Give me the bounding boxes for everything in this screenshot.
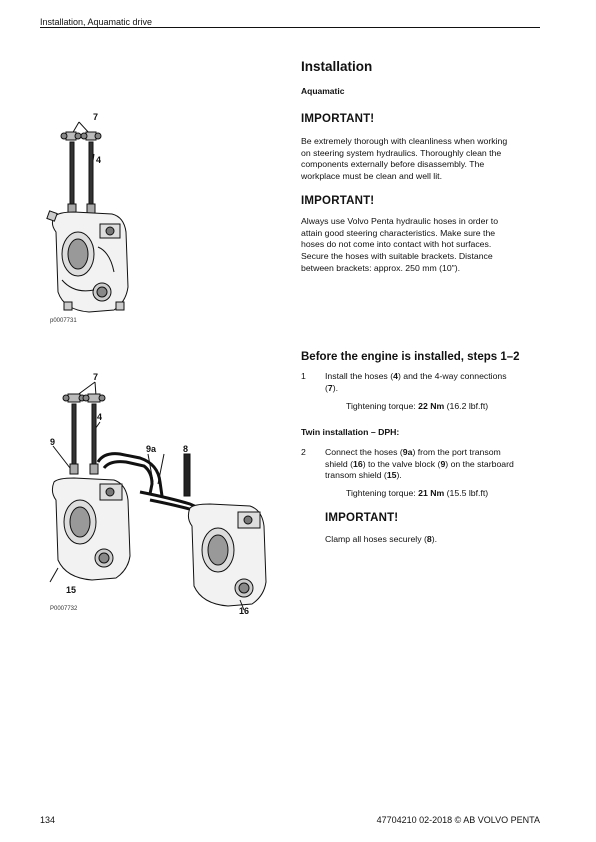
twin-installation-heading: Twin installation – DPH: — [301, 427, 400, 437]
callout-4: 4 — [97, 412, 103, 422]
figure-1-code: p0007731 — [50, 318, 77, 324]
text-line: between brackets: approx. 250 mm (10"). — [301, 262, 461, 273]
callout-9: 9 — [50, 437, 56, 447]
step-1-text: Install the hoses (4) and the 4-way connections (7). — [325, 371, 507, 393]
page-number: 134 — [40, 815, 56, 825]
text-line: workplace must be clean and well lit. — [301, 171, 442, 182]
text-line: components externally before disassembly. The — [301, 159, 485, 170]
text-line: attain good steering characteristics. Make sure the — [301, 227, 496, 238]
callout-8: 8 — [183, 444, 189, 454]
figure-1-illustration — [44, 112, 134, 322]
document-reference: 47704210 02-2018 © AB VOLVO PENTA — [376, 815, 540, 825]
important-text-3: Clamp all hoses securely (8). — [325, 534, 438, 544]
important-text-1 — [301, 136, 541, 183]
important-text-2 — [301, 216, 541, 275]
important-heading-2: IMPORTANT! — [301, 195, 375, 207]
figure-2-illustration — [40, 372, 280, 617]
text-line: on steering system hydraulics. Thoroughly clean the — [301, 147, 502, 158]
text-line: Be extremely thorough with cleanliness when working — [301, 136, 508, 146]
important-heading-1: IMPORTANT! — [301, 113, 375, 125]
step-1-number: 1 — [301, 371, 306, 381]
section-title: Installation — [301, 59, 373, 74]
step-2-number: 2 — [301, 447, 306, 457]
figure-2-code: P0007732 — [50, 606, 78, 612]
steps-heading: Before the engine is installed, steps 1–2 — [301, 351, 520, 363]
step-2-text: Connect the hoses (9a) from the port transom shield (16) to the valve block (9) on the starboard transom shield (15). — [325, 447, 514, 481]
callout-7: 7 — [93, 372, 99, 382]
step-1-torque: Tightening torque: 22 Nm (16.2 lbf.ft) — [346, 401, 489, 411]
header-rule — [40, 27, 540, 28]
section-subtitle: Aquamatic — [301, 86, 345, 96]
callout-4: 4 — [96, 155, 102, 165]
callout-9a: 9a — [146, 444, 157, 454]
important-heading-3: IMPORTANT! — [325, 512, 399, 524]
callout-15: 15 — [66, 585, 77, 595]
callout-7: 7 — [93, 112, 99, 122]
text-line: Secure the hoses with suitable brackets. Distance — [301, 251, 493, 262]
text-line: hoses do not come into contact with hot surfaces. — [301, 239, 492, 250]
step-2-torque: Tightening torque: 21 Nm (15.5 lbf.ft) — [346, 488, 489, 498]
callout-16: 16 — [239, 606, 250, 616]
running-header: Installation, Aquamatic drive — [40, 17, 153, 27]
text-line: Always use Volvo Penta hydraulic hoses in order to — [301, 216, 499, 226]
